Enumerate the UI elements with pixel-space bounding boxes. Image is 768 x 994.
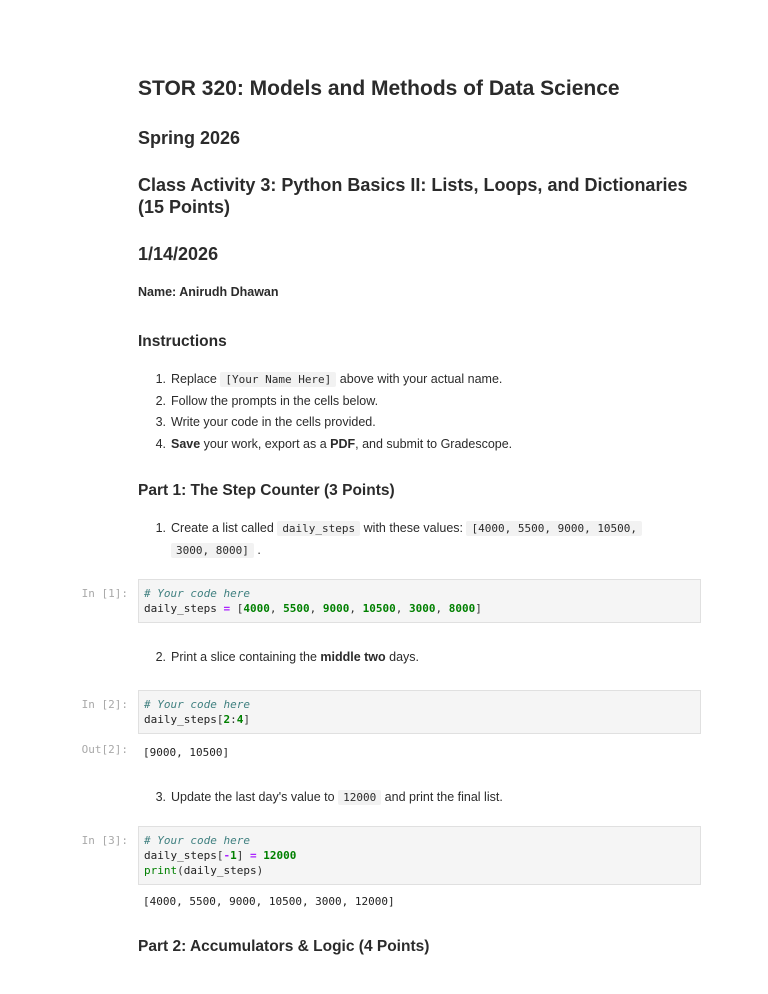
markdown-cell-part2 (0, 937, 701, 957)
markdown-cell-name (0, 285, 701, 299)
instructions-heading: Instructions (138, 333, 227, 350)
code-input-area[interactable] (138, 579, 701, 623)
activity-title: Class Activity 3: Python Basics II: Lists, Loops, and Dictionaries (15 Points) (138, 175, 688, 217)
list-item (138, 787, 701, 809)
list-item-number: 1. (155, 521, 166, 535)
code-text: # Your code here daily_steps[-1] = 12000 print(daily_steps) (144, 834, 297, 877)
list-item-text: Write your code in the cells provided. (171, 415, 376, 429)
output-area-3 (0, 890, 701, 909)
date-heading: 1/14/2026 (138, 244, 219, 264)
prompt-spacer (0, 481, 138, 488)
list-item (138, 518, 701, 561)
output-text: [4000, 5500, 9000, 10500, 3000, 12000] (143, 895, 395, 908)
list-item-text: Print a slice containing the middle two days. (171, 650, 420, 664)
output-text: [9000, 10500] (143, 745, 230, 759)
list-item-number: 2. (155, 393, 166, 408)
part1-task1 (0, 518, 701, 561)
code-text: # Your code here daily_steps[2:4] (144, 697, 250, 726)
list-item-text: Follow the prompts in the cells below. (171, 393, 379, 408)
prompt-spacer (0, 174, 138, 181)
student-name: Name: Anirudh Dhawan (138, 285, 279, 299)
output-prompt: Out[2]: (81, 742, 128, 756)
markdown-cell-part1 (0, 481, 701, 501)
list-item-number: 3. (155, 789, 166, 804)
code-cell-1 (0, 579, 701, 623)
input-prompt: In [2]: (81, 697, 128, 711)
list-item (138, 647, 701, 669)
code-cell-2 (0, 690, 701, 734)
list-item (138, 434, 701, 456)
code-text: # Your code here daily_steps = [4000, 5500, 9000, 10500, 3000, 8000] (144, 587, 482, 615)
list-item-number: 3. (155, 415, 166, 429)
prompt-spacer (0, 243, 138, 250)
markdown-cell-activity (0, 174, 701, 218)
prompt-spacer (0, 127, 138, 134)
part1-task3 (0, 787, 701, 809)
semester-heading: Spring 2026 (138, 128, 241, 148)
part1-task2 (0, 647, 701, 669)
prompt-spacer (0, 890, 138, 897)
prompt-spacer (0, 369, 138, 376)
code-input-area[interactable] (138, 690, 701, 734)
list-item-text: Save your work, export as a PDF, and submit to Gradescope. (171, 436, 513, 451)
code-input-area[interactable] (138, 826, 701, 885)
list-item-number: 1. (155, 372, 166, 386)
markdown-cell-header (0, 76, 701, 101)
list-item-number: 4. (155, 436, 166, 451)
list-item-number: 2. (155, 650, 166, 664)
markdown-cell-instructions (0, 332, 701, 352)
prompt-spacer (0, 647, 138, 654)
prompt-spacer (0, 332, 138, 339)
list-item (138, 412, 701, 434)
input-prompt: In [1]: (81, 587, 128, 600)
course-title: STOR 320: Models and Methods of Data Science (138, 77, 620, 100)
list-item (138, 369, 701, 391)
list-item-text: Create a list called daily_steps with these values: [4000, 5500, 9000, 10500, 3000, 8000] . (171, 518, 701, 561)
prompt-spacer (0, 787, 138, 794)
markdown-cell-date (0, 243, 701, 265)
prompt-spacer (0, 518, 138, 525)
list-item-text: Replace [Your Name Here] above with your actual name. (171, 372, 503, 386)
list-item-text: Update the last day's value to 12000 and print the final list. (171, 789, 503, 804)
part2-heading: Part 2: Accumulators & Logic (4 Points) (138, 938, 430, 955)
prompt-spacer (0, 285, 138, 292)
prompt-spacer (0, 937, 138, 944)
input-prompt: In [3]: (81, 834, 128, 847)
part1-heading: Part 1: The Step Counter (3 Points) (138, 482, 395, 499)
code-cell-3 (0, 826, 701, 885)
markdown-cell-semester (0, 127, 701, 149)
output-area-2 (0, 741, 701, 760)
instructions-list (0, 369, 701, 455)
list-item (138, 391, 701, 413)
prompt-spacer (0, 76, 138, 83)
